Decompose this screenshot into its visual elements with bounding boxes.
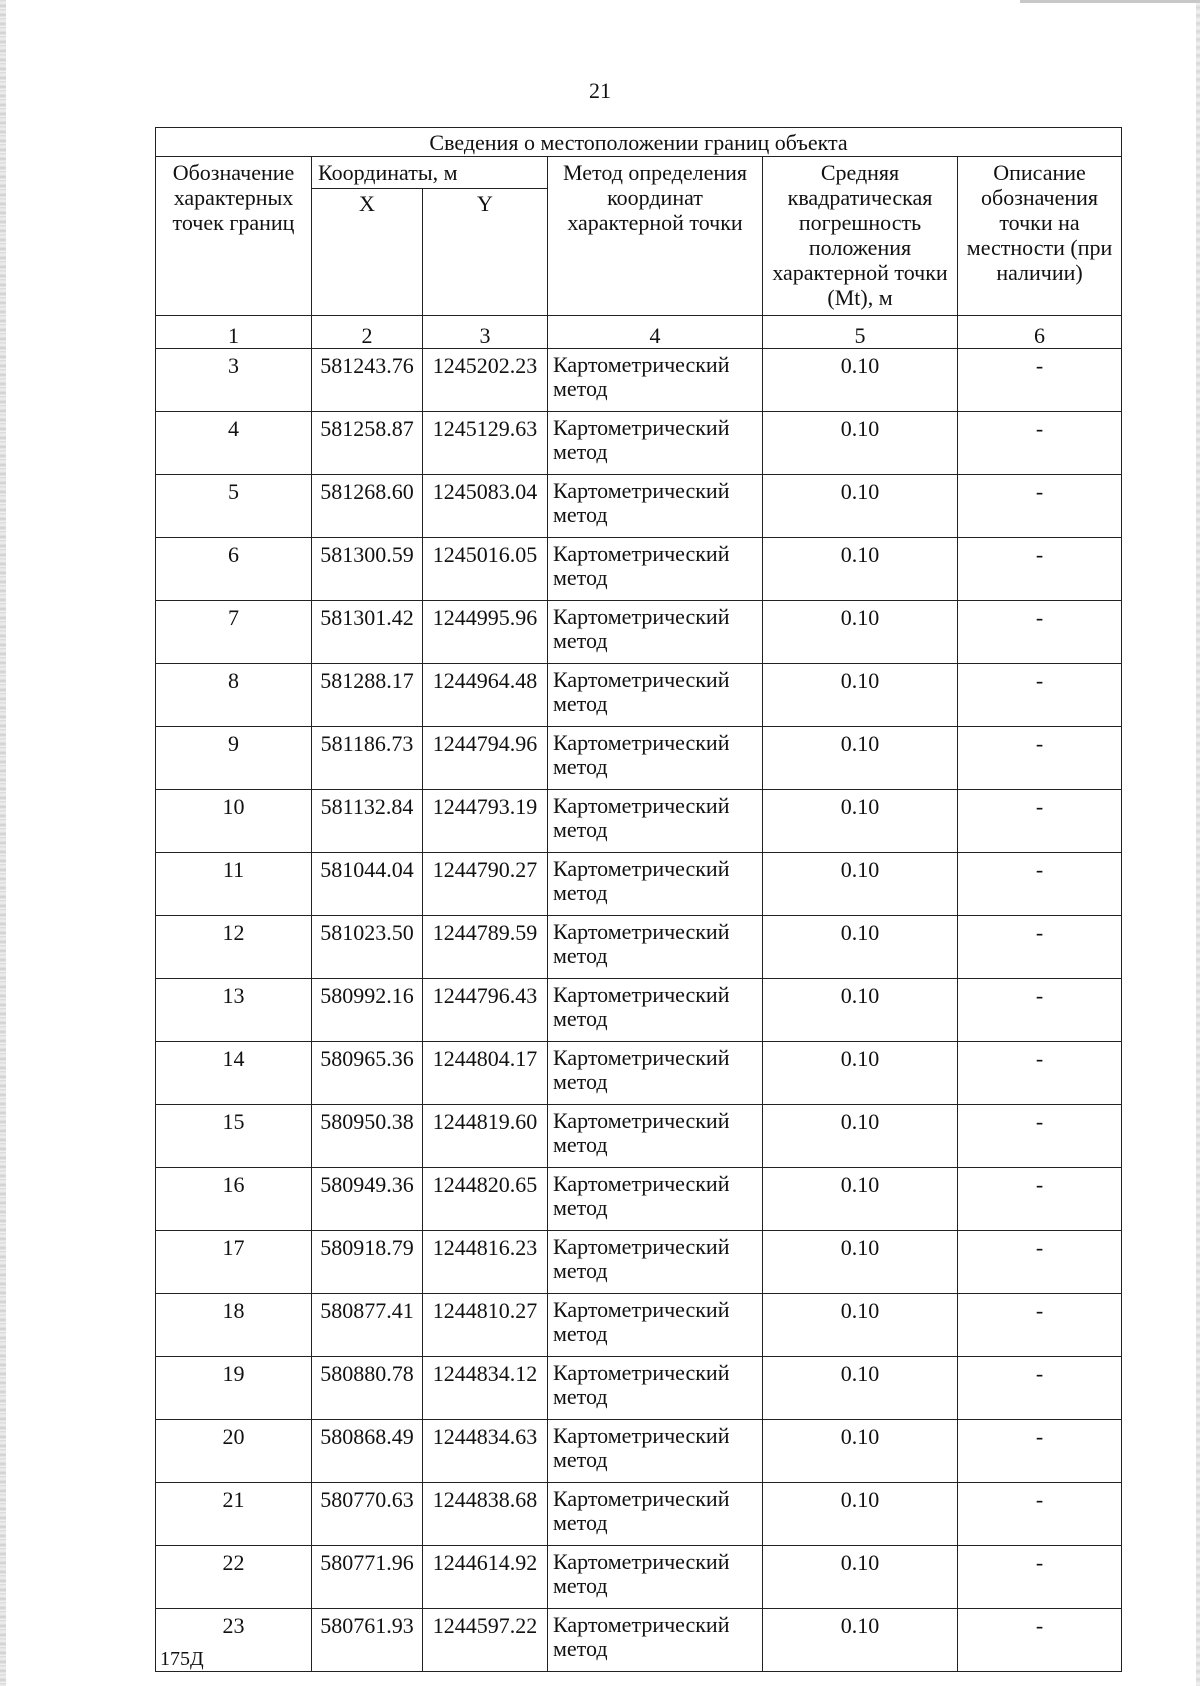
- error-cell: 0.10: [763, 601, 958, 664]
- table-row: [156, 1483, 1122, 1546]
- point-id-cell: 18: [156, 1294, 312, 1357]
- point-id-cell: 8: [156, 664, 312, 727]
- error-cell: 0.10: [763, 412, 958, 475]
- scan-edge-top: [1020, 0, 1200, 3]
- method-cell: Картометрический метод: [548, 1357, 763, 1420]
- table-row: [156, 1294, 1122, 1357]
- column-number: 2: [312, 316, 423, 349]
- table-row: [156, 349, 1122, 412]
- description-cell: -: [958, 790, 1122, 853]
- y-coordinate-cell: 1244810.27: [423, 1294, 548, 1357]
- point-id-cell: 13: [156, 979, 312, 1042]
- error-cell: 0.10: [763, 1357, 958, 1420]
- method-cell: Картометрический метод: [548, 1294, 763, 1357]
- y-coordinate-cell: 1244834.63: [423, 1420, 548, 1483]
- error-cell: 0.10: [763, 790, 958, 853]
- description-cell: -: [958, 1420, 1122, 1483]
- x-coordinate-cell: 580877.41: [312, 1294, 423, 1357]
- description-cell: -: [958, 349, 1122, 412]
- y-coordinate-cell: 1244834.12: [423, 1357, 548, 1420]
- error-cell: 0.10: [763, 1294, 958, 1357]
- y-coordinate-cell: 1244789.59: [423, 916, 548, 979]
- table-row: [156, 1042, 1122, 1105]
- header-coordinates: Координаты, м: [312, 157, 548, 189]
- y-coordinate-cell: 1244820.65: [423, 1168, 548, 1231]
- x-coordinate-cell: 580880.78: [312, 1357, 423, 1420]
- method-cell: Картометрический метод: [548, 1231, 763, 1294]
- y-coordinate-cell: 1245129.63: [423, 412, 548, 475]
- x-coordinate-cell: 580950.38: [312, 1105, 423, 1168]
- x-coordinate-cell: 580770.63: [312, 1483, 423, 1546]
- x-coordinate-cell: 580868.49: [312, 1420, 423, 1483]
- point-id-cell: 5: [156, 475, 312, 538]
- description-cell: -: [958, 475, 1122, 538]
- table-row: [156, 664, 1122, 727]
- point-id-cell: 7: [156, 601, 312, 664]
- error-cell: 0.10: [763, 853, 958, 916]
- y-coordinate-cell: 1244794.96: [423, 727, 548, 790]
- header-error: Средняя квадратическая погрешность положения характерной точки (Mt), м: [763, 157, 958, 316]
- point-id-cell: 20: [156, 1420, 312, 1483]
- point-id-cell: 6: [156, 538, 312, 601]
- table-row: [156, 1546, 1122, 1609]
- method-cell: Картометрический метод: [548, 790, 763, 853]
- y-coordinate-cell: 1244819.60: [423, 1105, 548, 1168]
- description-cell: -: [958, 853, 1122, 916]
- column-number: 1: [156, 316, 312, 349]
- description-cell: -: [958, 979, 1122, 1042]
- method-cell: Картометрический метод: [548, 853, 763, 916]
- x-coordinate-cell: 581288.17: [312, 664, 423, 727]
- error-cell: 0.10: [763, 1105, 958, 1168]
- y-coordinate-cell: 1245016.05: [423, 538, 548, 601]
- description-cell: -: [958, 664, 1122, 727]
- y-coordinate-cell: 1245083.04: [423, 475, 548, 538]
- x-coordinate-cell: 580761.93: [312, 1609, 423, 1672]
- description-cell: -: [958, 538, 1122, 601]
- method-cell: Картометрический метод: [548, 1546, 763, 1609]
- header-x: X: [312, 189, 423, 316]
- point-id-cell: 15: [156, 1105, 312, 1168]
- description-cell: -: [958, 1231, 1122, 1294]
- x-coordinate-cell: 581243.76: [312, 349, 423, 412]
- y-coordinate-cell: 1244816.23: [423, 1231, 548, 1294]
- point-id-cell: 11: [156, 853, 312, 916]
- y-coordinate-cell: 1244964.48: [423, 664, 548, 727]
- y-coordinate-cell: 1244614.92: [423, 1546, 548, 1609]
- column-number: 4: [548, 316, 763, 349]
- description-cell: -: [958, 412, 1122, 475]
- description-cell: -: [958, 1294, 1122, 1357]
- x-coordinate-cell: 581258.87: [312, 412, 423, 475]
- table-row: [156, 979, 1122, 1042]
- table-caption: Сведения о местоположении границ объекта: [156, 128, 1122, 157]
- error-cell: 0.10: [763, 1546, 958, 1609]
- table-row: [156, 412, 1122, 475]
- description-cell: -: [958, 1042, 1122, 1105]
- point-id-cell: 14: [156, 1042, 312, 1105]
- x-coordinate-cell: 581186.73: [312, 727, 423, 790]
- table-row: [156, 916, 1122, 979]
- scan-edge-right: [1196, 0, 1200, 1686]
- method-cell: Картометрический метод: [548, 1609, 763, 1672]
- header-y: Y: [423, 189, 548, 316]
- description-cell: -: [958, 1357, 1122, 1420]
- document-code: 175Д: [160, 1648, 204, 1670]
- x-coordinate-cell: 581300.59: [312, 538, 423, 601]
- method-cell: Картометрический метод: [548, 1105, 763, 1168]
- table-row: [156, 1609, 1122, 1672]
- error-cell: 0.10: [763, 1483, 958, 1546]
- error-cell: 0.10: [763, 916, 958, 979]
- error-cell: 0.10: [763, 664, 958, 727]
- point-id-cell: 4: [156, 412, 312, 475]
- x-coordinate-cell: 580918.79: [312, 1231, 423, 1294]
- error-cell: 0.10: [763, 1168, 958, 1231]
- method-cell: Картометрический метод: [548, 664, 763, 727]
- description-cell: -: [958, 1168, 1122, 1231]
- description-cell: -: [958, 1546, 1122, 1609]
- x-coordinate-cell: 580992.16: [312, 979, 423, 1042]
- method-cell: Картометрический метод: [548, 412, 763, 475]
- column-number: 6: [958, 316, 1122, 349]
- description-cell: -: [958, 916, 1122, 979]
- table-row: [156, 601, 1122, 664]
- table-row: [156, 1420, 1122, 1483]
- method-cell: Картометрический метод: [548, 349, 763, 412]
- table-row: [156, 1357, 1122, 1420]
- x-coordinate-cell: 581023.50: [312, 916, 423, 979]
- y-coordinate-cell: 1244790.27: [423, 853, 548, 916]
- column-numbers-row: [156, 316, 1122, 349]
- method-cell: Картометрический метод: [548, 475, 763, 538]
- x-coordinate-cell: 581301.42: [312, 601, 423, 664]
- error-cell: 0.10: [763, 1042, 958, 1105]
- table-row: [156, 727, 1122, 790]
- description-cell: -: [958, 1483, 1122, 1546]
- page-number: 21: [589, 78, 611, 103]
- description-cell: -: [958, 1609, 1122, 1672]
- method-cell: Картометрический метод: [548, 1420, 763, 1483]
- error-cell: 0.10: [763, 1609, 958, 1672]
- x-coordinate-cell: 580949.36: [312, 1168, 423, 1231]
- error-cell: 0.10: [763, 349, 958, 412]
- error-cell: 0.10: [763, 1231, 958, 1294]
- point-id-cell: 21: [156, 1483, 312, 1546]
- error-cell: 0.10: [763, 1420, 958, 1483]
- point-id-cell: 3: [156, 349, 312, 412]
- scan-edge-left: [0, 0, 6, 1686]
- table-body: [156, 349, 1122, 1672]
- table-row: [156, 1168, 1122, 1231]
- y-coordinate-cell: 1244793.19: [423, 790, 548, 853]
- y-coordinate-cell: 1244995.96: [423, 601, 548, 664]
- x-coordinate-cell: 581268.60: [312, 475, 423, 538]
- method-cell: Картометрический метод: [548, 727, 763, 790]
- method-cell: Картометрический метод: [548, 979, 763, 1042]
- point-id-cell: 9: [156, 727, 312, 790]
- column-number: 5: [763, 316, 958, 349]
- header-method: Метод определения координат характерной точки: [548, 157, 763, 316]
- error-cell: 0.10: [763, 538, 958, 601]
- method-cell: Картометрический метод: [548, 1483, 763, 1546]
- table-row: [156, 475, 1122, 538]
- point-id-cell: 17: [156, 1231, 312, 1294]
- point-id-cell: 19: [156, 1357, 312, 1420]
- point-id-cell: 16: [156, 1168, 312, 1231]
- description-cell: -: [958, 601, 1122, 664]
- error-cell: 0.10: [763, 475, 958, 538]
- method-cell: Картометрический метод: [548, 601, 763, 664]
- y-coordinate-cell: 1244597.22: [423, 1609, 548, 1672]
- point-id-cell: 23: [156, 1609, 312, 1672]
- boundary-coordinates-table: [155, 127, 1122, 1672]
- error-cell: 0.10: [763, 979, 958, 1042]
- method-cell: Картометрический метод: [548, 1042, 763, 1105]
- header-point: Обозначение характерных точек границ: [156, 157, 312, 316]
- table-row: [156, 1231, 1122, 1294]
- y-coordinate-cell: 1245202.23: [423, 349, 548, 412]
- description-cell: -: [958, 1105, 1122, 1168]
- method-cell: Картометрический метод: [548, 916, 763, 979]
- point-id-cell: 22: [156, 1546, 312, 1609]
- y-coordinate-cell: 1244838.68: [423, 1483, 548, 1546]
- header-description: Описание обозначения точки на местности (при наличии): [958, 157, 1122, 316]
- y-coordinate-cell: 1244804.17: [423, 1042, 548, 1105]
- method-cell: Картометрический метод: [548, 1168, 763, 1231]
- method-cell: Картометрический метод: [548, 538, 763, 601]
- x-coordinate-cell: 581044.04: [312, 853, 423, 916]
- description-cell: -: [958, 727, 1122, 790]
- x-coordinate-cell: 580965.36: [312, 1042, 423, 1105]
- column-number: 3: [423, 316, 548, 349]
- table-row: [156, 853, 1122, 916]
- x-coordinate-cell: 580771.96: [312, 1546, 423, 1609]
- table-row: [156, 538, 1122, 601]
- point-id-cell: 12: [156, 916, 312, 979]
- point-id-cell: 10: [156, 790, 312, 853]
- x-coordinate-cell: 581132.84: [312, 790, 423, 853]
- table-row: [156, 1105, 1122, 1168]
- table-row: [156, 790, 1122, 853]
- y-coordinate-cell: 1244796.43: [423, 979, 548, 1042]
- error-cell: 0.10: [763, 727, 958, 790]
